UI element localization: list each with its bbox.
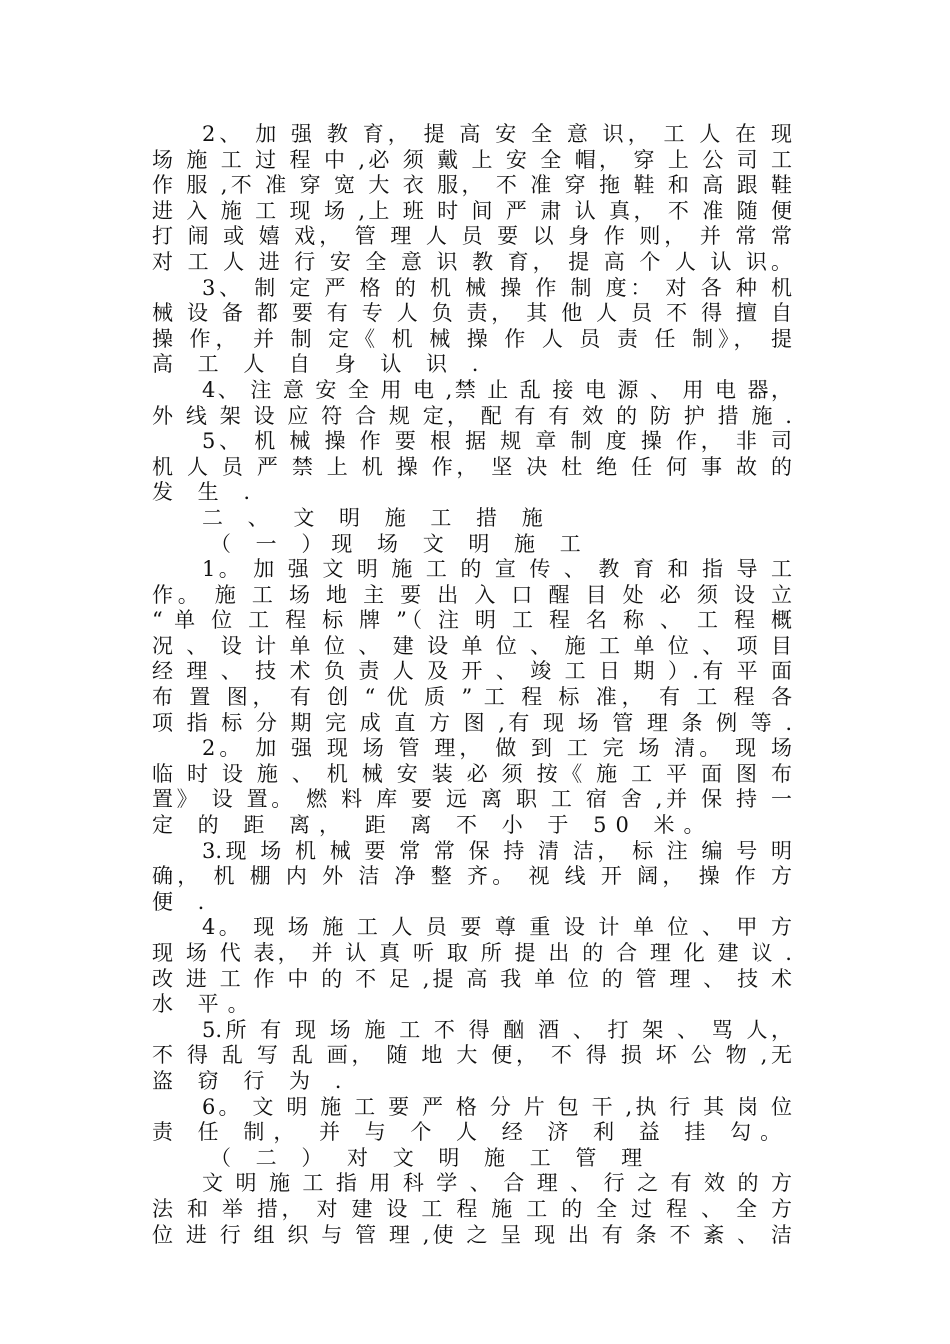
text-line: 打 闹 或 嬉 戏， 管 理 人 员 要 以 身 作 则， 并 常 常	[152, 224, 792, 249]
text-line: 械 设 备 都 要 有 专 人 负 责， 其 他 人 员 不 得 擅 自	[152, 301, 792, 326]
text-line: 发 生 .	[152, 480, 260, 505]
text-line: 不 得 乱 写 乱 画， 随 地 大 便， 不 得 损 坏 公 物 ,无	[152, 1043, 792, 1068]
text-line: 况 、 设 计 单 位 、 建 设 单 位 、 施 工 单 位 、 项 目	[152, 633, 792, 658]
text-line: 6。 文 明 施 工 要 严 格 分 片 包 干 ,执 行 其 岗 位	[202, 1094, 792, 1119]
text-line: 定 的 距 离， 距 离 不 小 于 50 米。	[152, 813, 714, 838]
text-line: 布 置 图， 有 创 “ 优 质 ” 工 程 标 准， 有 工 程 各	[152, 685, 792, 710]
text-line: 置》 设 置。 燃 料 库 要 远 离 职 工 宿 舍 ,并 保 持 一	[152, 787, 792, 812]
text-line: 机 人 员 严 禁 上 机 操 作， 坚 决 杜 绝 任 何 事 故 的	[152, 454, 792, 479]
body-text	[152, 122, 792, 1248]
text-line: 位 进 行 组 织 与 管 理 ,使 之 呈 现 出 有 条 不 紊 、 洁	[152, 1222, 792, 1247]
text-line: 改 进 工 作 中 的 不 足 ,提 高 我 单 位 的 管 理 、 技 术	[152, 966, 792, 991]
text-line: 文 明 施 工 指 用 科 学 、 合 理 、 行 之 有 效 的 方	[202, 1171, 792, 1196]
text-line: 水 平。	[152, 992, 258, 1017]
text-line: 4。 现 场 施 工 人 员 要 尊 重 设 计 单 位 、 甲 方	[202, 915, 792, 940]
text-line: 2、 加 强 教 育， 提 高 安 全 意 识， 工 人 在 现	[202, 122, 792, 146]
text-line: 便 .	[152, 889, 214, 914]
text-line: 确， 机 棚 内 外 洁 净 整 齐。 视 线 开 阔， 操 作 方	[152, 864, 792, 889]
text-line: 临 时 设 施 、 机 械 安 装 必 须 按《 施 工 平 面 图 布	[152, 761, 792, 786]
text-line: 2。 加 强 现 场 管 理， 做 到 工 完 场 清。 现 场	[202, 736, 792, 761]
subsection-heading: （ 一 ）现 场 文 明 施 工	[210, 531, 590, 556]
subsection-heading: （ 二 ） 对 文 明 施 工 管 理	[210, 1145, 652, 1170]
text-line: 高 工 人 自 身 认 识 .	[152, 352, 488, 377]
text-line: 责 任 制， 并 与 个 人 经 济 利 益 挂 勾。	[152, 1120, 791, 1145]
text-line: 项 指 标 分 期 完 成 直 方 图 ,有 现 场 管 理 条 例 等 .	[152, 710, 792, 735]
text-line: 3.现 场 机 械 要 常 常 保 持 清 洁， 标 注 编 号 明	[202, 838, 792, 863]
text-line: 经 理 、 技 术 负 责 人 及 开 、 竣 工 日 期 ）.有 平 面	[152, 659, 792, 684]
text-line: 场 施 工 过 程 中 ,必 须 戴 上 安 全 帽， 穿 上 公 司 工	[152, 147, 792, 172]
text-line: “ 单 位 工 程 标 牌 ”（ 注 明 工 程 名 称 、 工 程 概	[152, 608, 792, 633]
text-line: 5、 机 械 操 作 要 根 据 规 章 制 度 操 作， 非 司	[202, 429, 792, 454]
text-line: 作。 施 工 场 地 主 要 出 入 口 醒 目 处 必 须 设 立	[152, 582, 792, 607]
text-line: 4、 注 意 安 全 用 电 ,禁 止 乱 接 电 源 、 用 电 器，	[202, 377, 792, 402]
text-line: 5.所 有 现 场 施 工 不 得 酗 酒 、 打 架 、 骂 人，	[202, 1017, 792, 1042]
text-line: 外 线 架 设 应 符 合 规 定， 配 有 有 效 的 防 护 措 施 .	[152, 403, 792, 428]
text-line: 对 工 人 进 行 安 全 意 识 教 育， 提 高 个 人 认 识。	[152, 249, 792, 274]
text-line: 进 入 施 工 现 场 ,上 班 时 间 严 肃 认 真， 不 准 随 便	[152, 198, 792, 223]
text-line: 法 和 举 措， 对 建 设 工 程 施 工 的 全 过 程 、 全 方	[152, 1196, 792, 1221]
text-line: 操 作， 并 制 定《 机 械 操 作 人 员 责 任 制》， 提	[152, 326, 792, 351]
text-line: 1。 加 强 文 明 施 工 的 宣 传 、 教 育 和 指 导 工	[202, 557, 792, 582]
text-line: 现 场 代 表， 并 认 真 听 取 所 提 出 的 合 理 化 建 议 .	[152, 941, 792, 965]
text-line: 3、 制 定 严 格 的 机 械 操 作 制 度： 对 各 种 机	[202, 275, 792, 300]
section-heading: 二 、 文 明 施 工 措 施	[202, 505, 552, 530]
text-line: 盗 窃 行 为 .	[152, 1068, 351, 1093]
text-line: 作 服 ,不 准 穿 宽 大 衣 服， 不 准 穿 拖 鞋 和 高 跟 鞋	[152, 173, 792, 198]
